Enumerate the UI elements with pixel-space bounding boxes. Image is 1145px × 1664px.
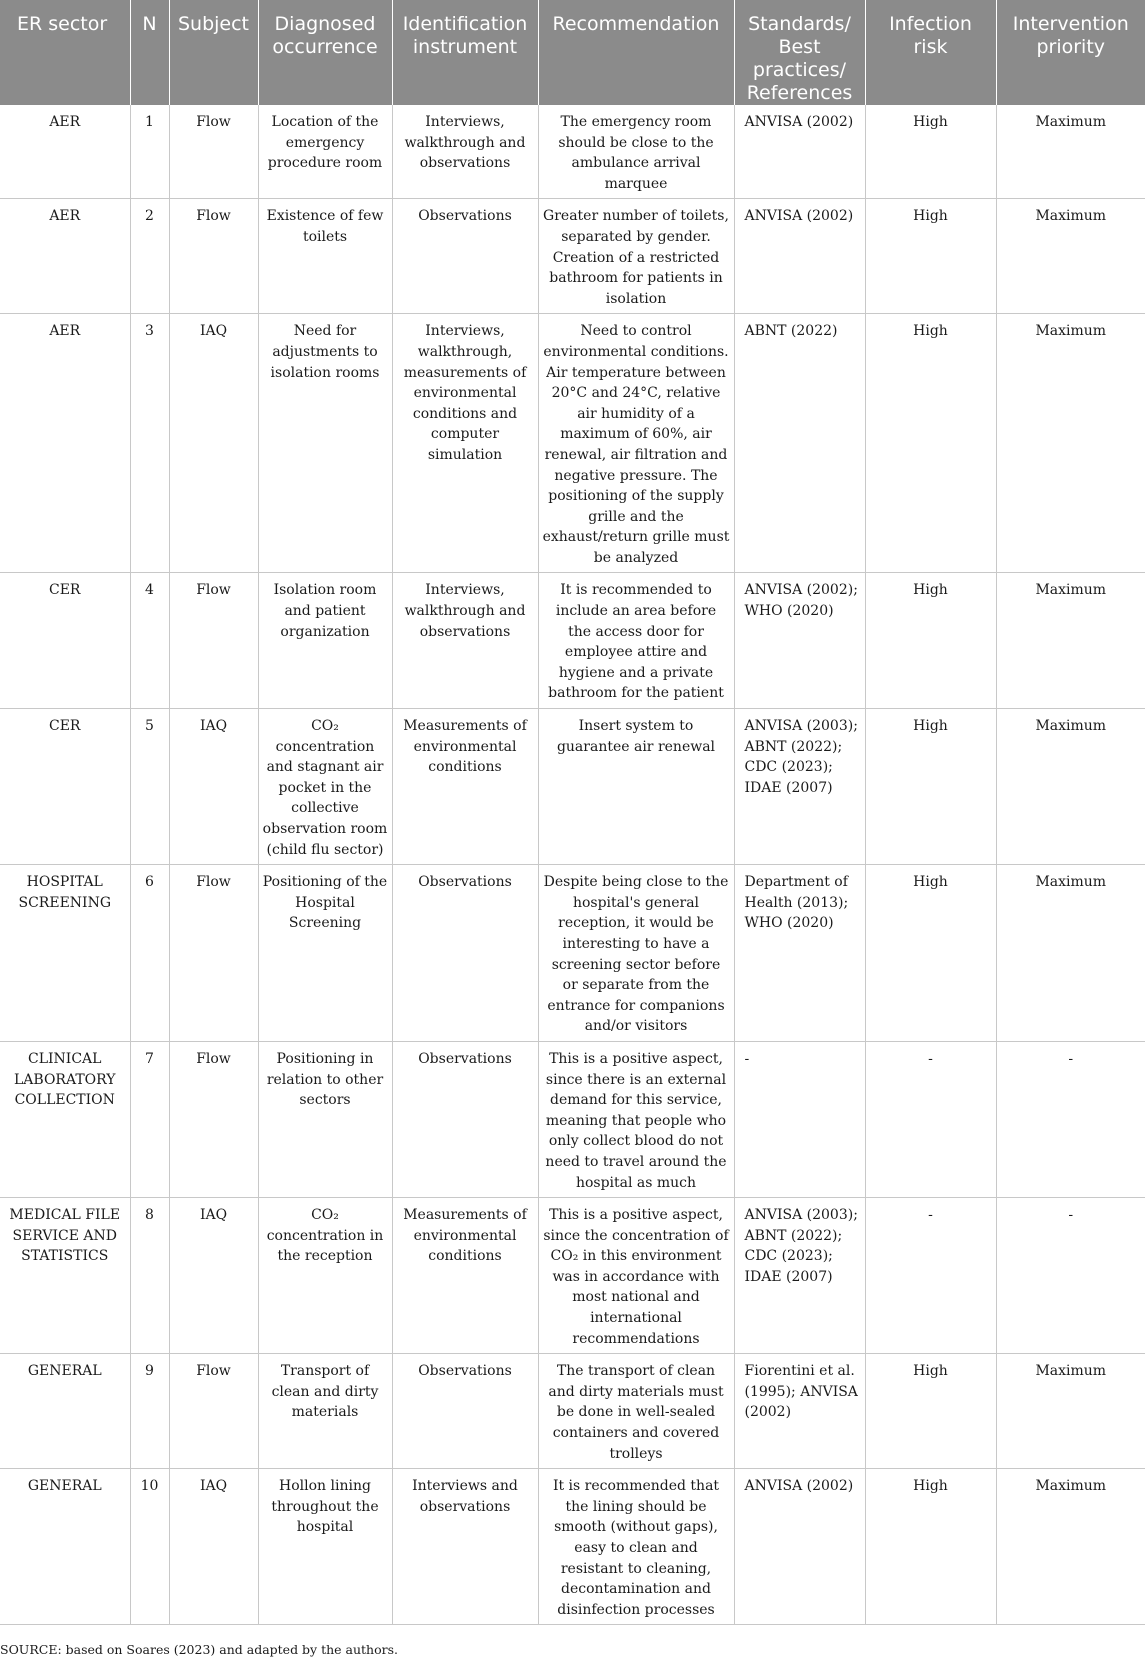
cell-infection-risk: High	[865, 1469, 996, 1625]
cell-references: ANVISA (2003); ABNT (2022); CDC (2023); IDAE (2007)	[734, 1198, 865, 1354]
table-row	[0, 1469, 1145, 1625]
header-identification-instrument: Identification instrument	[392, 0, 538, 105]
cell-recommendation: It is recommended that the lining should be smooth (without gaps), easy to clean and resistant to cleaning, decontamination and disinfection processes	[538, 1469, 734, 1625]
cell-er-sector: AER	[0, 105, 130, 199]
cell-subject: Flow	[169, 573, 258, 709]
cell-recommendation: This is a positive aspect, since there is an external demand for this service, meaning that people who only collect blood do not need to travel around the hospital as much	[538, 1041, 734, 1197]
cell-subject: Flow	[169, 865, 258, 1042]
cell-n: 8	[130, 1198, 169, 1354]
cell-er-sector: GENERAL	[0, 1469, 130, 1625]
cell-er-sector: CER	[0, 573, 130, 709]
cell-n: 5	[130, 709, 169, 865]
cell-infection-risk: High	[865, 709, 996, 865]
cell-infection-risk: -	[865, 1041, 996, 1197]
cell-recommendation: It is recommended to include an area before the access door for employee attire and hygiene and a private bathroom for the patient	[538, 573, 734, 709]
cell-er-sector: CER	[0, 709, 130, 865]
table-row	[0, 709, 1145, 865]
cell-infection-risk: High	[865, 199, 996, 314]
cell-diagnosed-occurrence: Isolation room and patient organization	[258, 573, 392, 709]
cell-n: 3	[130, 314, 169, 573]
cell-infection-risk: High	[865, 865, 996, 1042]
cell-references: Department of Health (2013); WHO (2020)	[734, 865, 865, 1042]
cell-n: 4	[130, 573, 169, 709]
cell-diagnosed-occurrence: Existence of few toilets	[258, 199, 392, 314]
cell-subject: IAQ	[169, 314, 258, 573]
cell-subject: IAQ	[169, 1469, 258, 1625]
cell-n: 9	[130, 1354, 169, 1469]
cell-diagnosed-occurrence: CO₂ concentration in the reception	[258, 1198, 392, 1354]
cell-recommendation: Despite being close to the hospital's general reception, it would be interesting to have a screening sector before or separate from the entrance for companions and/or visitors	[538, 865, 734, 1042]
cell-infection-risk: High	[865, 1354, 996, 1469]
header-references: Standards/ Best practices/ References	[734, 0, 865, 105]
cell-references: ANVISA (2002)	[734, 1469, 865, 1625]
table-row	[0, 105, 1145, 199]
cell-diagnosed-occurrence: Location of the emergency procedure room	[258, 105, 392, 199]
cell-infection-risk: High	[865, 314, 996, 573]
header-infection-risk: Infection risk	[865, 0, 996, 105]
cell-identification-instrument: Observations	[392, 1041, 538, 1197]
cell-n: 10	[130, 1469, 169, 1625]
cell-references: Fiorentini et al. (1995); ANVISA (2002)	[734, 1354, 865, 1469]
header-n: N	[130, 0, 169, 105]
cell-er-sector: AER	[0, 199, 130, 314]
cell-references: -	[734, 1041, 865, 1197]
cell-er-sector: CLINICAL LABORATORY COLLECTION	[0, 1041, 130, 1197]
cell-recommendation: The transport of clean and dirty materials must be done in well-sealed containers and covered trolleys	[538, 1354, 734, 1469]
table-header	[0, 0, 1145, 105]
table-body	[0, 105, 1145, 1625]
cell-infection-risk: -	[865, 1198, 996, 1354]
cell-intervention-priority: Maximum	[996, 1469, 1145, 1625]
cell-intervention-priority: Maximum	[996, 199, 1145, 314]
cell-identification-instrument: Interviews, walkthrough and observations	[392, 105, 538, 199]
cell-subject: Flow	[169, 1041, 258, 1197]
header-row	[0, 0, 1145, 105]
header-subject: Subject	[169, 0, 258, 105]
cell-diagnosed-occurrence: Need for adjustments to isolation rooms	[258, 314, 392, 573]
cell-intervention-priority: Maximum	[996, 1354, 1145, 1469]
cell-subject: IAQ	[169, 709, 258, 865]
cell-intervention-priority: -	[996, 1198, 1145, 1354]
cell-er-sector: AER	[0, 314, 130, 573]
cell-references: ABNT (2022)	[734, 314, 865, 573]
table-row	[0, 1041, 1145, 1197]
cell-n: 7	[130, 1041, 169, 1197]
cell-recommendation: Need to control environmental conditions. Air temperature between 20°C and 24°C, relative air humidity of a maximum of 60%, air renewal, air filtration and negative pressure. The positioning of the supply grille and the exhaust/return grille must be analyzed	[538, 314, 734, 573]
cell-infection-risk: High	[865, 573, 996, 709]
cell-subject: Flow	[169, 1354, 258, 1469]
cell-n: 1	[130, 105, 169, 199]
cell-diagnosed-occurrence: Transport of clean and dirty materials	[258, 1354, 392, 1469]
cell-identification-instrument: Interviews, walkthrough, measurements of environmental conditions and computer simulation	[392, 314, 538, 573]
table-row	[0, 573, 1145, 709]
cell-diagnosed-occurrence: Positioning of the Hospital Screening	[258, 865, 392, 1042]
cell-er-sector: HOSPITAL SCREENING	[0, 865, 130, 1042]
cell-references: ANVISA (2003); ABNT (2022); CDC (2023); IDAE (2007)	[734, 709, 865, 865]
cell-n: 2	[130, 199, 169, 314]
cell-references: ANVISA (2002)	[734, 105, 865, 199]
cell-identification-instrument: Interviews, walkthrough and observations	[392, 573, 538, 709]
header-er-sector: ER sector	[0, 0, 130, 105]
cell-diagnosed-occurrence: Positioning in relation to other sectors	[258, 1041, 392, 1197]
cell-intervention-priority: Maximum	[996, 314, 1145, 573]
cell-references: ANVISA (2002)	[734, 199, 865, 314]
table-row	[0, 1354, 1145, 1469]
source-note: SOURCE: based on Soares (2023) and adapted by the authors.	[0, 1642, 398, 1657]
header-recommendation: Recommendation	[538, 0, 734, 105]
table-row	[0, 199, 1145, 314]
cell-intervention-priority: Maximum	[996, 709, 1145, 865]
cell-recommendation: Greater number of toilets, separated by gender. Creation of a restricted bathroom for patients in isolation	[538, 199, 734, 314]
header-intervention-priority: Intervention priority	[996, 0, 1145, 105]
cell-subject: Flow	[169, 199, 258, 314]
cell-identification-instrument: Measurements of environmental conditions	[392, 1198, 538, 1354]
cell-recommendation: Insert system to guarantee air renewal	[538, 709, 734, 865]
cell-n: 6	[130, 865, 169, 1042]
cell-er-sector: GENERAL	[0, 1354, 130, 1469]
cell-intervention-priority: Maximum	[996, 573, 1145, 709]
table-row	[0, 314, 1145, 573]
cell-identification-instrument: Observations	[392, 1354, 538, 1469]
header-diagnosed-occurrence: Diagnosed occurrence	[258, 0, 392, 105]
cell-identification-instrument: Observations	[392, 199, 538, 314]
cell-intervention-priority: -	[996, 1041, 1145, 1197]
cell-diagnosed-occurrence: Hollon lining throughout the hospital	[258, 1469, 392, 1625]
cell-identification-instrument: Interviews and observations	[392, 1469, 538, 1625]
cell-identification-instrument: Observations	[392, 865, 538, 1042]
cell-subject: IAQ	[169, 1198, 258, 1354]
cell-infection-risk: High	[865, 105, 996, 199]
cell-recommendation: This is a positive aspect, since the concentration of CO₂ in this environment was in accordance with most national and international recommendations	[538, 1198, 734, 1354]
cell-diagnosed-occurrence: CO₂ concentration and stagnant air pocket in the collective observation room (child flu sector)	[258, 709, 392, 865]
table-row	[0, 865, 1145, 1042]
cell-recommendation: The emergency room should be close to the ambulance arrival marquee	[538, 105, 734, 199]
cell-identification-instrument: Measurements of environmental conditions	[392, 709, 538, 865]
cell-intervention-priority: Maximum	[996, 105, 1145, 199]
cell-er-sector: MEDICAL FILE SERVICE AND STATISTICS	[0, 1198, 130, 1354]
cell-subject: Flow	[169, 105, 258, 199]
cell-intervention-priority: Maximum	[996, 865, 1145, 1042]
table-row	[0, 1198, 1145, 1354]
cell-references: ANVISA (2002); WHO (2020)	[734, 573, 865, 709]
